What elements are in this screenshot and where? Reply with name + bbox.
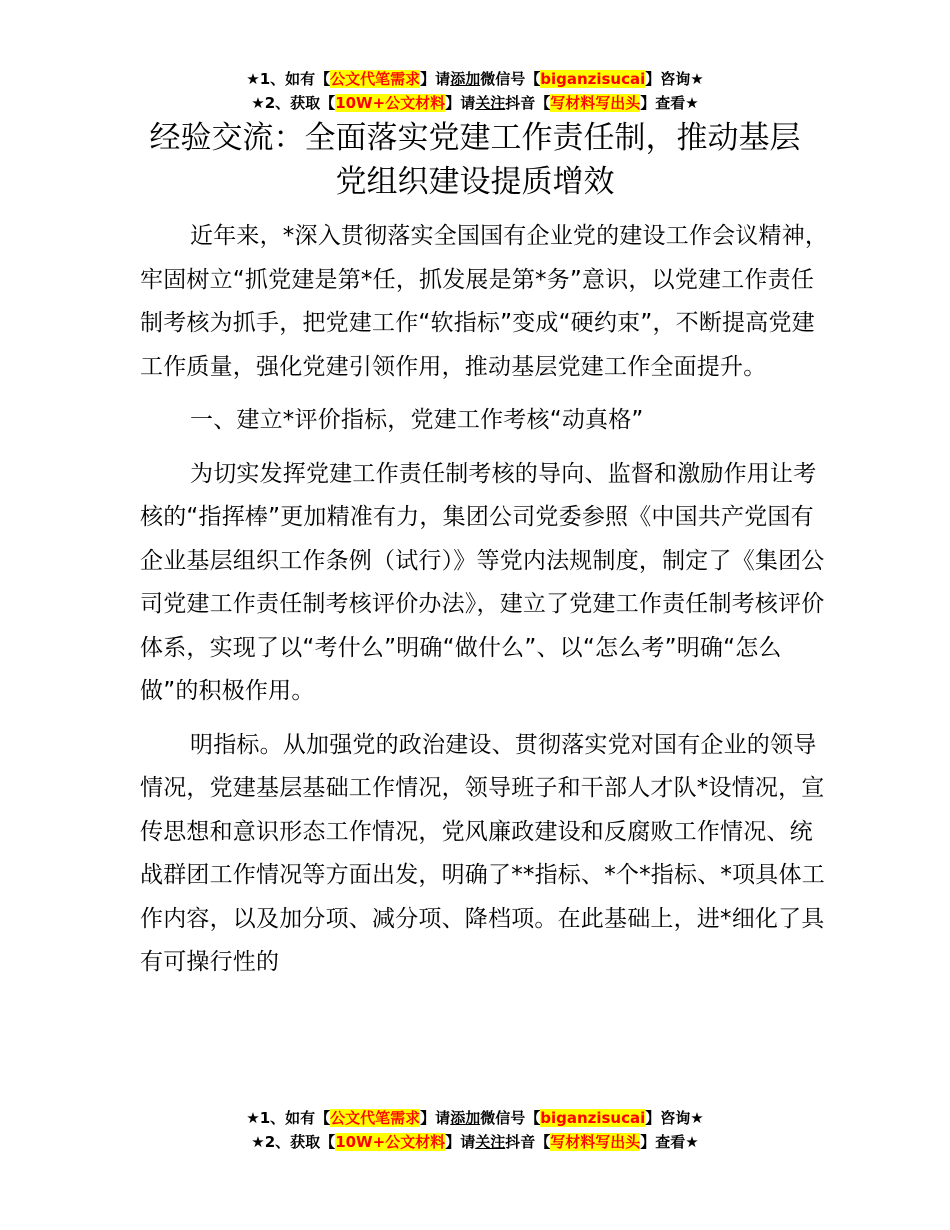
paragraph-intro: 近年来，*深入贯彻落实全国国有企业党的建设工作会议精神，牢固树立“抓党建是第*任，抓发展是第*务”意识，以党建工作责任制考核为抓手，把党建工作“软指标”变成“硬约束”，不断提高党建工作质量，强化党建引领作用，推动基层党建工作全面提升。 [140,223,829,380]
document-body [140,215,830,995]
banner-emphasis: 关注 [475,1133,506,1151]
banner-text: 】请 [445,94,476,112]
banner-highlight: biganzisucai [540,1109,646,1127]
banner-text: 抖音【 [505,1133,551,1151]
header-banner [0,67,950,115]
banner-text: ★2、获取【 [251,94,336,112]
banner-text: 】请 [420,70,451,88]
banner-text: 抖音【 [505,94,551,112]
banner-highlight: 公文代笔需求 [330,1109,421,1127]
banner-text: 】咨询★ [645,70,704,88]
banner-text: 】咨询★ [645,1109,704,1127]
banner-highlight: 10W+公文材料 [335,94,446,112]
banner-text: 】查看★ [640,94,699,112]
banner-highlight: 公文代笔需求 [330,70,421,88]
banner-line-2 [0,91,950,115]
banner-text: 】请 [445,1133,476,1151]
banner-text: 微信号【 [480,1109,541,1127]
banner-text: 】请 [420,1109,451,1127]
banner-emphasis: 添加 [450,1109,481,1127]
section-heading-1: 一、建立*评价指标，党建工作考核“动真格” [190,407,644,433]
banner-line-1 [0,1106,950,1130]
footer-banner [0,1106,950,1154]
banner-text: 微信号【 [480,70,541,88]
document-title: 经验交流：全面落实党建工作责任制，推动基层党组织建设提质增效 [149,120,801,200]
banner-emphasis: 添加 [450,70,481,88]
banner-line-2 [0,1130,950,1154]
banner-highlight: 写材料写出头 [550,1133,641,1151]
banner-emphasis: 关注 [475,94,506,112]
paragraph-section-1: 为切实发挥党建工作责任制考核的导向、监督和激励作用让考核的“指挥棒”更加精准有力，集团公司党委参照《中国共产党国有企业基层组织工作条例（试行）》等党内法规制度，制定了《集团公司党建工作责任制考核评价办法》，建立了党建工作责任制考核评价体系，实现了以“考什么”明确“做什么”、以“怎么考”明确“怎么做”的积极作用。 [140,460,825,704]
banner-highlight: biganzisucai [540,70,646,88]
banner-text: ★1、如有【 [246,1109,331,1127]
banner-line-1 [0,67,950,91]
banner-highlight: 写材料写出头 [550,94,641,112]
banner-highlight: 10W+公文材料 [335,1133,446,1151]
paragraph-indicators: 明指标。从加强党的政治建设、贯彻落实党对国有企业的领导情况，党建基层基础工作情况，领导班子和干部人才队*设情况，宣传思想和意识形态工作情况，党风廉政建设和反腐败工作情况、统战群团工作情况等方面出发，明确了**指标、*个*指标、*项具体工作内容，以及加分项、减分项、降档项。在此基础上，进*细化了具有可操行性的 [140,731,825,975]
banner-text: 】查看★ [640,1133,699,1151]
banner-text: ★1、如有【 [246,70,331,88]
banner-text: ★2、获取【 [251,1133,336,1151]
